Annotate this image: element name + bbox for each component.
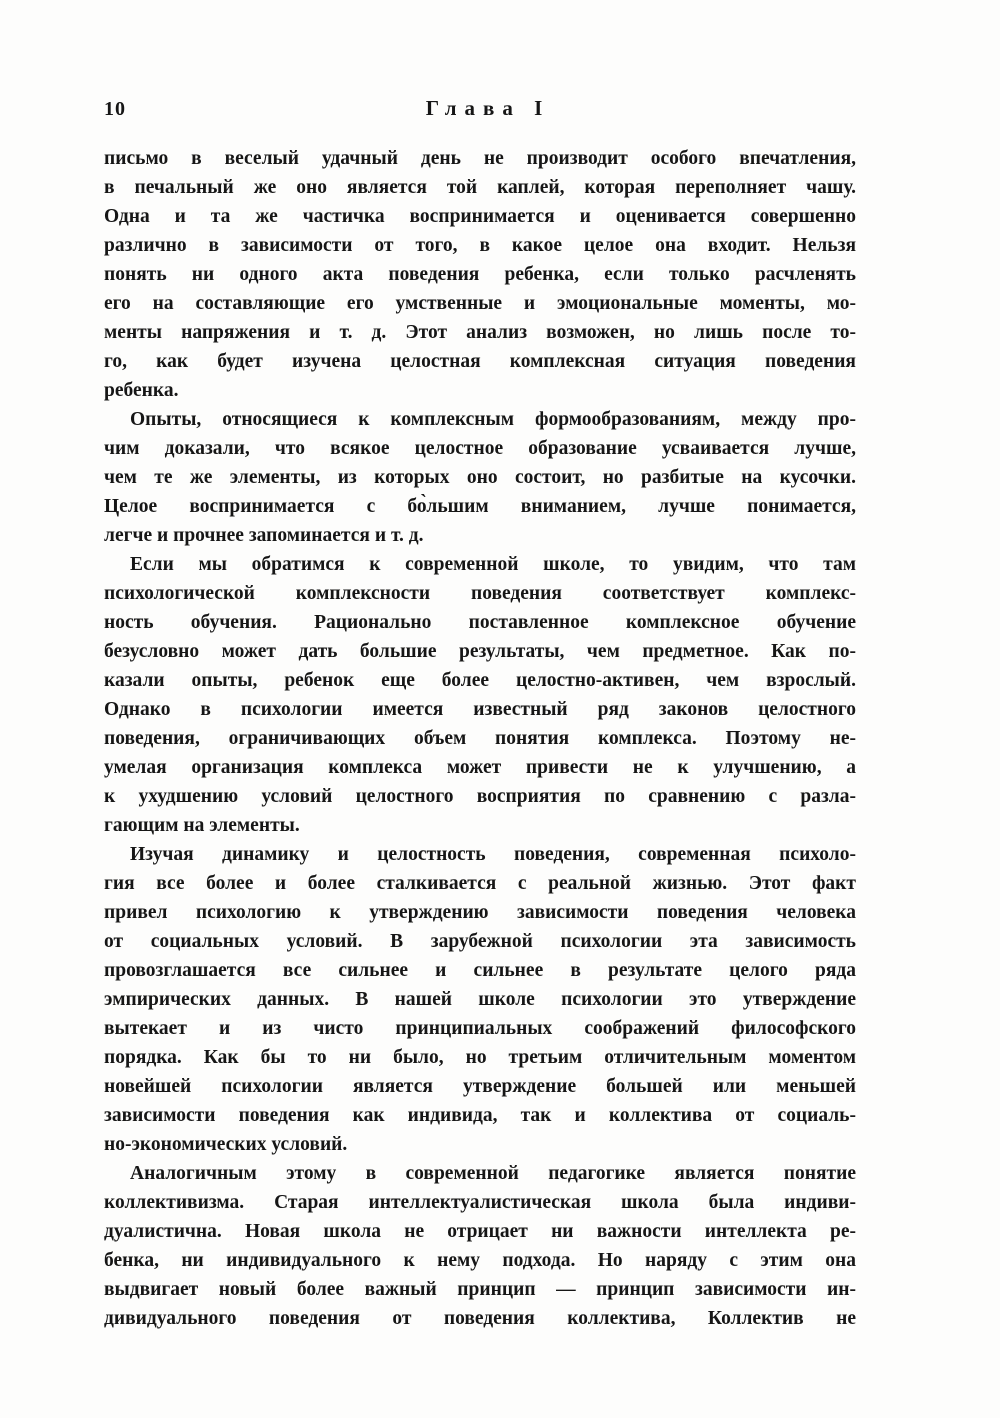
page-header [104,96,856,126]
text-line: ребенка. [104,380,179,401]
text-line: понять ни одного акта поведения ребенка, если только расчленять [104,264,856,285]
text-line: безусловно может дать большие результаты, чем предметное. Как по- [104,641,856,662]
paragraph [104,405,856,550]
text-line: привел психологию к утверждению зависимости поведения человека [104,902,856,923]
text-line: Изучая динамику и целостность поведения, современная психоло- [130,844,856,865]
text-line: вытекает и из чисто принципиальных соображений философского [104,1018,856,1039]
text-line: умелая организация комплекса может привести не к улучшению, а [104,757,856,778]
chapter-title: Глава I [425,96,551,120]
text-line: новейшей психологии является утверждение большей или меньшей [104,1076,856,1097]
text-line: но-экономических условий. [104,1134,348,1155]
text-line: казали опыты, ребенок еще более целостно-активен, чем взрослый. [104,670,856,691]
text-line: Аналогичным этому в современной педагогике является понятие [130,1163,856,1184]
text-line: к ухудшению условий целостного восприятия по сравнению с разла- [104,786,856,807]
paragraph [104,144,856,405]
text-line: Однако в психологии имеется известный ряд законов целостного [104,699,856,720]
text-line: Целое воспринимается с бо̀льшим вниманием, лучше понимается, [104,496,856,517]
text-line: бенка, ни индивидуального к нему подхода. Но наряду с этим она [104,1250,856,1271]
text-line: письмо в веселый удачный день не производит особого впечатления, [104,148,856,169]
text-line: поведения, ограничивающих объем понятия комплекса. Поэтому не- [104,728,856,749]
paragraph [104,550,856,840]
text-line: гающим на элементы. [104,815,300,836]
text-line: его на составляющие его умственные и эмоциональные моменты, мо- [104,293,856,314]
paragraph [104,840,856,1159]
text-line: дивидуального поведения от поведения коллектива, Коллектив не [104,1308,856,1329]
text-line: зависимости поведения как индивида, так и коллектива от социаль- [104,1105,856,1126]
text-line: порядка. Как бы то ни было, но третьим отличительным моментом [104,1047,856,1068]
body-text [104,144,856,1333]
text-line: дуалистична. Новая школа не отрицает ни важности интеллекта ре- [104,1221,856,1242]
text-line: психологической комплексности поведения соответствует комплекс- [104,583,856,604]
text-line: гия все более и более сталкивается с реальной жизнью. Этот факт [104,873,856,894]
text-line: го, как будет изучена целостная комплексная ситуация поведения [104,351,856,372]
text-line: чим доказали, что всякое целостное образование усваивается лучше, [104,438,856,459]
text-line: от социальных условий. В зарубежной психологии эта зависимость [104,931,856,952]
text-line: чем те же элементы, из которых оно состоит, но разбитые на кусочки. [104,467,856,488]
text-line: эмпирических данных. В нашей школе психологии это утверждение [104,989,856,1010]
text-line: менты напряжения и т. д. Этот анализ возможен, но лишь после то- [104,322,856,343]
paragraph [104,1159,856,1333]
text-line: выдвигает новый более важный принцип — принцип зависимости ин- [104,1279,856,1300]
page-number: 10 [104,98,126,120]
text-line: легче и прочнее запоминается и т. д. [104,525,424,546]
text-line: ность обучения. Рационально поставленное комплексное обучение [104,612,856,633]
text-line: провозглашается все сильнее и сильнее в результате целого ряда [104,960,856,981]
text-line: коллективизма. Старая интеллектуалистическая школа была индиви- [104,1192,856,1213]
text-line: в печальный же оно является той каплей, которая переполняет чашу. [104,177,856,198]
text-line: Опыты, относящиеся к комплексным формообразованиям, между про- [130,409,856,430]
text-line: Одна и та же частичка воспринимается и оценивается совершенно [104,206,856,227]
text-line: Если мы обратимся к современной школе, то увидим, что там [130,554,856,575]
text-line: различно в зависимости от того, в какое целое она входит. Нельзя [104,235,856,256]
